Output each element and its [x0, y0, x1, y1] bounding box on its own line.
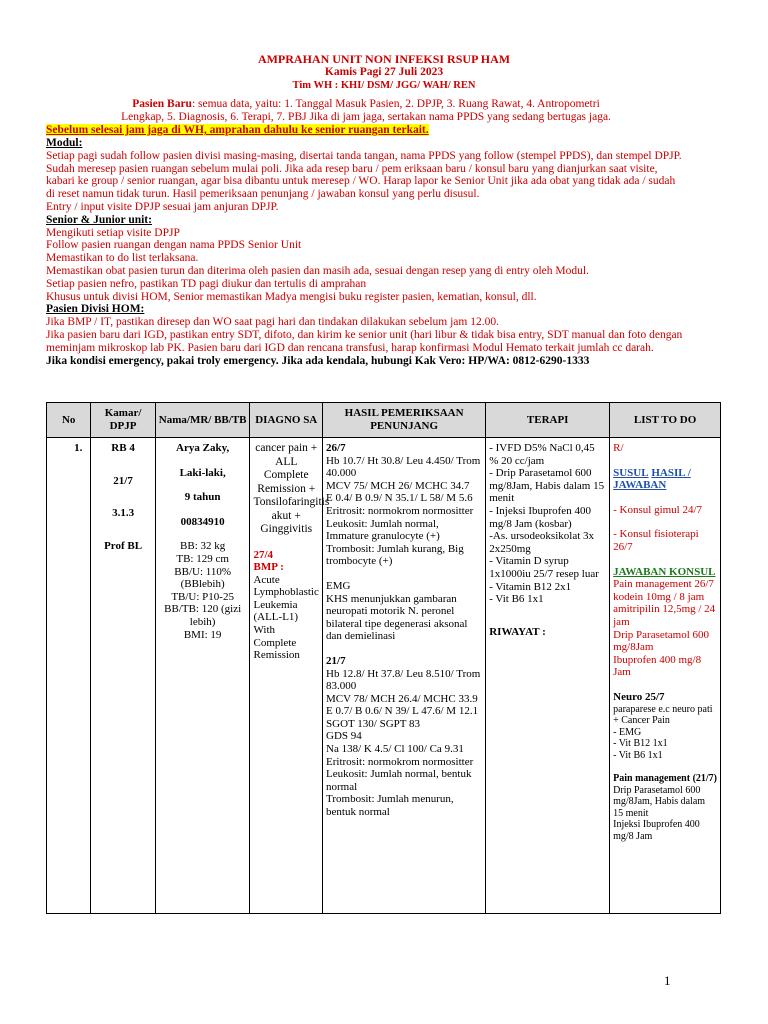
hom-line: Jika BMP / IT, pastikan diresep dan WO saat pagi hari dan tindakan dilakukan sebelum jam 12.00. [46, 316, 499, 329]
pasien-baru-text2: Lengkap, 5. Diagnosis, 6. Terapi, 7. PBJ Jika di jam jaga, sertakan nama PPDS yang sedang bertugas jaga. [121, 110, 611, 123]
todo-r: R/ [613, 442, 624, 454]
lab-line: MCV 78/ MCH 26.4/ MCHC 33.9 [326, 692, 478, 705]
col-header-no: No [47, 403, 91, 438]
todo-pm-title: Pain management (21/7) [613, 773, 718, 784]
lab-line: Eritrosit: normokrom normositter [326, 504, 474, 517]
patient-age: 9 tahun [184, 491, 221, 504]
cell-todo [610, 438, 721, 914]
riwayat-label: RIWAYAT : [489, 625, 546, 638]
todo-neuro-line: - EMG [613, 726, 642, 738]
room: RB 4 [111, 442, 135, 454]
modul-title: Modul: [46, 137, 83, 149]
lab-date: 26/7 [326, 442, 346, 454]
todo-pain-line: Ibuprofen 400 mg/8 Jam [613, 653, 702, 679]
dpjp: Prof BL [104, 539, 143, 552]
lab-line: E 0.7/ B 0.6/ N 39/ L 47.6/ M 12.1 [326, 705, 479, 718]
table-row [47, 438, 721, 914]
therapy-line: - Vit B6 1x1 [489, 593, 544, 606]
senior-line: Mengikuti setiap visite DPJP [46, 226, 180, 239]
bmp-date: 27/4 [253, 548, 274, 561]
anthro-line: BB/TB: 120 (gizi lebih) [164, 603, 242, 628]
modul-section [46, 137, 686, 367]
anthro-line: BB: 32 kg [180, 540, 226, 553]
todo-susul: SUSUL [613, 466, 649, 479]
pasien-baru-block [46, 98, 686, 124]
todo-konsul: - Konsul fisioterapi 26/7 [613, 528, 699, 553]
todo-pm-line: Injeksi Ibuprofen 400 mg/8 Jam [613, 819, 700, 842]
therapy-line: - Vitamin D syrup 1x1000iu 25/7 resep luar [489, 555, 599, 580]
lab-line: GDS 94 [326, 730, 362, 743]
highlight-line [46, 124, 686, 137]
hom-line: Jika pasien baru dari IGD, pastikan entry SDT, difoto, dan kirim ke senior unit (hari libur & tidak bisa entry, SDT manual dan foto dengan meminjam mikroskop lab PK. Pasien baru dari IGD dan rencana transfusi, harap konfirmasi Modul Hemato terkait jumlah cc darah. [46, 328, 683, 354]
col-header-hasil: HASIL PEMERIKSAAN PENUNJANG [323, 403, 486, 438]
col-header-terapi: TERAPI [486, 403, 610, 438]
lab-line: Hb 12.8/ Ht 37.8/ Leu 8.510/ Trom 83.000 [326, 667, 481, 693]
lab-date: 21/7 [326, 654, 346, 667]
senior-line: Memastikan obat pasien turun dan diterima oleh pasien dan masih ada, sesuai dengan resep yang di entry oleh Modul. [46, 264, 589, 277]
emergency-note: Jika kondisi emergency, pakai troly emergency. Jika ada kendala, hubungi Kak Vero: HP/WA: 0812-6290-1333 [46, 354, 590, 367]
bed: 3.1.3 [112, 507, 135, 520]
anthro-line: TB: 129 cm [176, 552, 229, 565]
anthro-line: BB/U: 110% (BBlebih) [174, 565, 232, 591]
todo-pain-line: Pain management 26/7 [613, 578, 714, 591]
team-list: Tim WH : KHI/ DSM/ JGG/ WAH/ REN [292, 80, 476, 91]
bmp-result: Acute Lymphoblastic Leukemia (ALL-L1) With Complete Remission [253, 573, 319, 662]
col-header-kamar: Kamar/ DPJP [91, 403, 155, 438]
patient-table [46, 402, 721, 914]
cell-nama [155, 438, 250, 914]
lab-line: Eritrosit: normokrom normositter [326, 755, 474, 768]
todo-neuro-title: Neuro 25/7 [613, 690, 665, 703]
pasien-baru-label: Pasien Baru [132, 98, 192, 110]
anthro-line: BMI: 19 [183, 628, 222, 641]
bmp-label: BMP : [253, 561, 284, 574]
col-header-diagnosa: DIAGNO SA [250, 403, 323, 438]
col-header-todo: LIST TO DO [610, 403, 721, 438]
lab-line: Leukosit: Jumlah normal, bentuk normal [326, 768, 472, 793]
todo-neuro-line: - Vit B12 1x1 [613, 738, 668, 749]
senior-title: Senior & Junior unit: [46, 213, 152, 226]
document-date: Kamis Pagi 27 Juli 2023 [324, 66, 444, 78]
todo-konsul: - Konsul gimul 24/7 [613, 503, 703, 516]
todo-hasil: HASIL / JAWABAN [613, 466, 691, 492]
cell-no: 1. [47, 438, 91, 914]
emg-result: KHS menunjukkan gambaran neuropati motorik N. peronel bilateral tipe degenerasi aksonal dan demielinasi [326, 592, 468, 643]
therapy-line: - Injeksi Ibuprofen 400 mg/8 Jam (kosbar) [489, 504, 591, 530]
todo-pain-line: kodein 10mg / 8 jam [613, 590, 705, 603]
cell-hasil [323, 438, 486, 914]
patient-sex: Laki-laki, [179, 466, 226, 479]
todo-pain-line: Drip Parasetamol 600 mg/8Jam [613, 628, 710, 654]
lab-line: Hb 10.7/ Ht 30.8/ Leu 4.450/ Trom 40.000 [326, 454, 481, 480]
patient-mr: 00834910 [180, 515, 225, 528]
modul-line: Sudah meresep pasien ruangan sebelum mulai poli. Jika ada resep baru / pem eriksaan baru / konsul baru yang dianjurkan saat visite, kabari ke group / senior ruangan, agar bisa dibantu untuk meresep / WO. Harap lapor ke Senior Unit jika ada obat yang tidak ada / sudah di reset namun tidak turun. Hasil pemeriksaan penunjang / jawaban konsul yang perlu disusul. [46, 162, 676, 201]
therapy-line: - Vitamin B12 2x1 [489, 580, 572, 593]
page-number: 1 [664, 973, 671, 988]
lab-line: Na 138/ K 4.5/ Cl 100/ Ca 9.31 [326, 743, 464, 756]
cell-kamar [91, 438, 155, 914]
lab-line: Trombosit: Jumlah kurang, Big trombocyte (+) [326, 542, 464, 568]
senior-line: Follow pasien ruangan dengan nama PPDS Senior Unit [46, 239, 302, 252]
todo-pain-line: amitripilin 12,5mg / 24 jam [613, 603, 716, 628]
hom-title: Pasien Divisi HOM: [46, 303, 145, 316]
cell-diagnosa [250, 438, 330, 914]
lab-line: MCV 75/ MCH 26/ MCHC 34.7 [326, 479, 470, 492]
lab-line: Leukosit: Jumlah normal, Immature granulocyte (+) [326, 517, 440, 543]
todo-jawaban: JAWABAN KONSUL [613, 565, 716, 578]
todo-pm-line: Drip Parasetamol 600 mg/8Jam, Habis dalam 15 menit [613, 784, 706, 819]
anthro-line: TB/U: P10-25 [171, 590, 234, 603]
diagnosis: cancer pain + ALL Complete Remission + Tonsilofaringitis akut + Ginggivitis [253, 442, 330, 535]
todo-neuro-line: - Vit B6 1x1 [613, 749, 663, 761]
modul-line: Setiap pagi sudah follow pasien divisi masing-masing, disertai tanda tangan, nama PPDS yang follow (stempel PPDS), dan stempel DPJP. [46, 149, 682, 162]
document-title: AMPRAHAN UNIT NON INFEKSI RSUP HAM [257, 52, 511, 66]
lab-line: SGOT 130/ SGPT 83 [326, 717, 421, 730]
emg-label: EMG [326, 579, 351, 592]
senior-line: Setiap pasien nefro, pastikan TD pagi diukur dan tertulis di amprahan [46, 277, 367, 290]
highlight-text: Sebelum selesai jam jaga di WH, amprahan dahulu ke senior ruangan terkait. [46, 124, 429, 136]
therapy-line: -As. ursodeoksikolat 3x 2x250mg [489, 530, 595, 555]
todo-neuro-line: paraparese e.c neuro pati + Cancer Pain [613, 703, 713, 726]
pasien-baru-text: : semua data, yaitu: 1. Tanggal Masuk Pasien, 2. DPJP, 3. Ruang Rawat, 4. Antropometri [191, 98, 600, 110]
col-header-nama: Nama/MR/ BB/TB [155, 403, 250, 438]
lab-line: E 0.4/ B 0.9/ N 35.1/ L 58/ M 5.6 [326, 492, 473, 505]
lab-line: Trombosit: Jumlah menurun, bentuk normal [326, 793, 454, 819]
therapy-line: - Drip Parasetamol 600 mg/8Jam, Habis dalam 15 menit [489, 467, 605, 505]
admit-date: 21/7 [113, 474, 133, 487]
senior-line: Memastikan to do list terlaksana. [46, 252, 199, 265]
patient-name: Arya Zaky, [176, 442, 230, 454]
cell-terapi [486, 438, 610, 914]
table-header-row [47, 403, 721, 438]
modul-line: Entry / input visite DPJP sesuai jam anjuran DPJP. [46, 200, 279, 213]
therapy-line: - IVFD D5% NaCl 0,45 % 20 cc/jam [489, 442, 595, 467]
senior-line: Khusus untuk divisi HOM, Senior memastikan Madya mengisi buku register pasien, kematian, konsul, dll. [46, 290, 537, 303]
